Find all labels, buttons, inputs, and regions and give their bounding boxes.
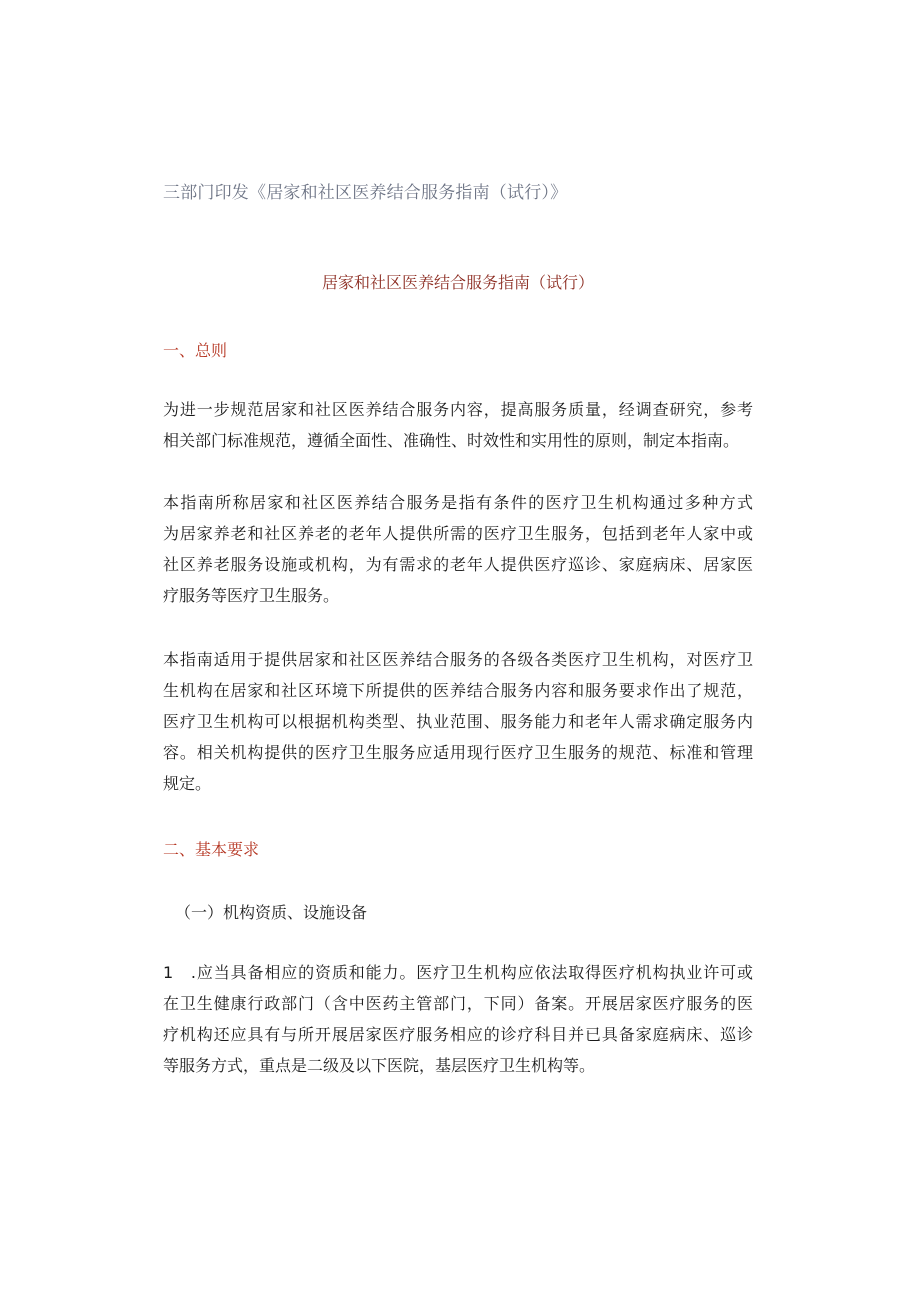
- paragraph-line: 本指南所称居家和社区医养结合服务是指有条件的医疗卫生机构通过多种方式: [163, 493, 753, 512]
- paragraph-line: 社区养老服务设施或机构，为有需求的老年人提供医疗巡诊、家庭病床、居家医: [163, 555, 753, 574]
- paragraph-line: 为居家养老和社区养老的老年人提供所需的医疗卫生服务，包括到老年人家中或: [163, 524, 753, 543]
- article-headline: 三部门印发《居家和社区医养结合服务指南（试行）》: [163, 183, 568, 203]
- paragraph-line: 疗机构还应具有与所开展居家医疗服务相应的诊疗科目并已具备家庭病床、巡诊: [163, 1025, 753, 1044]
- paragraph-line: 医疗卫生机构可以根据机构类型、执业范围、服务能力和老年人需求确定服务内: [163, 712, 753, 731]
- paragraph-line: 在卫生健康行政部门（含中医药主管部门，下同）备案。开展居家医疗服务的医: [163, 994, 753, 1013]
- section-heading-basic-requirements: 二、基本要求: [163, 840, 260, 859]
- paragraph-line: 本指南适用于提供居家和社区医养结合服务的各级各类医疗卫生机构，对医疗卫: [163, 650, 753, 669]
- paragraph-line: 容。相关机构提供的医疗卫生服务应适用现行医疗卫生服务的规范、标准和管理: [163, 743, 753, 762]
- subsection-heading-qualifications: （一）机构资质、设施设备: [175, 903, 368, 922]
- paragraph-line: 等服务方式，重点是二级及以下医院，基层医疗卫生机构等。: [163, 1056, 596, 1075]
- paragraph-item-1: [163, 957, 753, 1081]
- paragraph-scope: [163, 644, 753, 799]
- paragraph-line: 生机构在居家和社区环境下所提供的医养结合服务内容和服务要求作出了规范，: [163, 681, 753, 700]
- paragraph-purpose: [163, 394, 753, 456]
- paragraph-line: 规定。: [163, 774, 212, 793]
- paragraph-line: 为进一步规范居家和社区医养结合服务内容，提高服务质量，经调查研究，参考: [163, 400, 753, 419]
- paragraph-line: 疗服务等医疗卫生服务。: [163, 586, 340, 605]
- paragraph-line: 1 .应当具备相应的资质和能力。医疗卫生机构应依法取得医疗机构执业许可或: [163, 963, 753, 982]
- paragraph-line: 相关部门标准规范，遵循全面性、准确性、时效性和实用性的原则，制定本指南。: [163, 431, 740, 450]
- section-heading-general: 一、总则: [163, 341, 228, 360]
- document-title: 居家和社区医养结合服务指南（试行）: [321, 273, 594, 292]
- paragraph-definition: [163, 487, 753, 611]
